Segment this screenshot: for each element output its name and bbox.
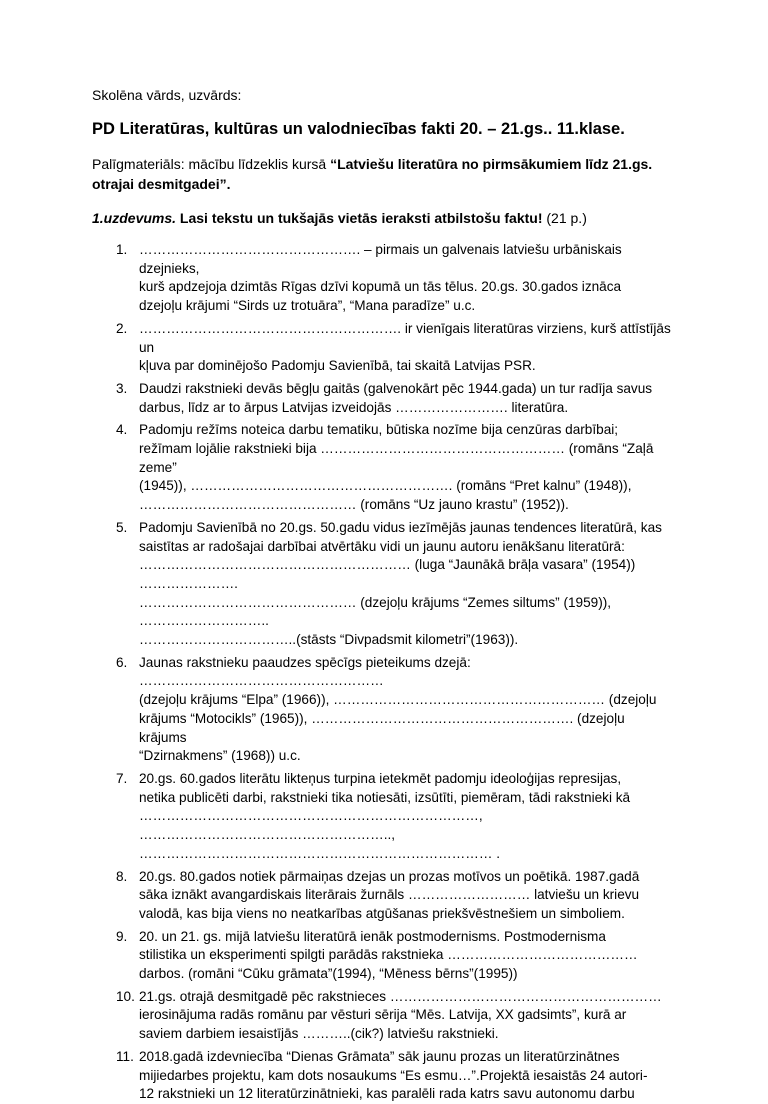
item-number: 8. <box>116 868 128 884</box>
item-text: Jaunas rakstnieku paaudzes spēcīgs pieteikums dzejā: ……………………………………………… (dzejoļu krājums “Elpa” (1966)), …………………………………………………… (dzejoļu krājums “Motocikls” (1965)), …………………………………………………. (dzejoļu krājums “Dzirnakmens” (1968)) u.c. <box>139 654 657 764</box>
item-text: …………………………………………………. ir vienīgais literatūras virziens, kurš attīstījās un kļuva par dominējošo Padomju Savienībā, tai skaitā Latvijas PSR. <box>139 320 671 374</box>
task-items-list <box>92 241 676 1104</box>
list-item <box>92 421 676 515</box>
list-item <box>92 770 676 864</box>
task-heading <box>92 208 676 228</box>
task-instruction: Lasi tekstu un tukšajās vietās ieraksti atbilstošu faktu! <box>179 210 543 226</box>
list-item <box>92 868 676 924</box>
item-number: 3. <box>116 380 128 396</box>
item-text: 20.gs. 80.gados notiek pārmaiņas dzejas un prozas motīvos un poētikā. 1987.gadā sāka iznākt avangardiskais literārais žurnāls ……………………… latviešu un krievu valodā, kas bija viens no neatkarības atgūšanas priekšvēstnešiem un simboliem. <box>139 868 640 921</box>
list-item <box>92 380 676 417</box>
item-number: 7. <box>116 770 128 786</box>
list-item <box>92 241 676 316</box>
materials-prefix: Palīgmateriāls: mācību līdzeklis kursā <box>92 156 331 172</box>
item-text: Daudzi rakstnieki devās bēgļu gaitās (galvenokārt pēc 1944.gada) un tur radīja savus darbus, līdz ar to ārpus Latvijas izveidojās ……………………. literatūra. <box>139 380 653 415</box>
item-text: Padomju režīms noteica darbu tematiku, būtiska nozīme bija cenzūras darbībai; režīmam lojālie rakstnieki bija ……………………………………………… (romāns “Zaļā zeme” (1945)), …………………………………………………. (romāns “Pret kalnu” (1948)), ………………………………………… (romāns “Uz jauno krastu” (1952)). <box>139 422 654 513</box>
materials-note <box>92 154 676 194</box>
item-number: 11. <box>116 1048 134 1064</box>
item-text: Padomju Savienībā no 20.gs. 50.gadu vidus iezīmējās jaunas tendences literatūrā, kas saistītas ar radošajai darbībai atvērtāku vidi un jaunu autoru ienākšanu literatūrā: …………………………………………………… (luga “Jaunākā brāļa vasara” (1954)) …………………. ………………………………………… (dzejoļu krājums “Zemes siltums” (1959)), ……………………….. ……………………………..(stāsts “Divpadsmit kilometri”(1963)). <box>139 519 662 648</box>
item-text: 2018.gadā izdevniecība “Dienas Grāmata” sāk jaunu prozas un literatūrzinātnes mijiedarbes projektu, kam dots nosaukums “Es esmu…”.Projektā iesaistās 24 autori- 12 rakstnieki un 12 literatūrzinātnieki, kas paralēli rada katrs savu autonomu darbu <box>139 1048 648 1102</box>
item-number: 6. <box>116 654 128 670</box>
item-number: 10. <box>116 988 135 1004</box>
list-item <box>92 654 676 766</box>
item-number: 4. <box>116 422 128 438</box>
list-item <box>92 1048 676 1104</box>
item-text: …………………………………………. – pirmais un galvenais latviešu urbāniskais dzejnieks, kurš apdzejoja dzimtās Rīgas dzīvi kopumā un tās tēlus. 20.gs. 30.gados iznāca dzejoļu krājumi “Sirds uz trotuāra”, “Mana paradīze” u.c. <box>139 242 622 314</box>
task-number: 1.uzdevums. <box>92 210 177 226</box>
page-title: PD Literatūras, kultūras un valodniecības fakti 20. – 21.gs.. 11.klase. <box>92 120 625 138</box>
list-item <box>92 320 676 376</box>
item-number: 5. <box>116 519 128 535</box>
list-item <box>92 928 676 984</box>
task-points: (21 p.) <box>542 210 587 226</box>
student-name-label: Skolēna vārds, uzvārds: <box>92 87 242 103</box>
item-text: 21.gs. otrajā desmitgadē pēc rakstnieces …………………………………………………… ierosinājuma radās romānu par vēsturi sērija “Mēs. Latvija, XX gadsimts”, kurā ar saviem darbiem iesaistījās ………..(cik?) latviešu rakstnieki. <box>139 988 662 1042</box>
item-number: 1. <box>116 242 128 257</box>
item-number: 2. <box>116 320 128 336</box>
item-text: 20.gs. 60.gados literātu likteņus turpina ietekmēt padomju ideoloģijas represijas, netika publicēti darbi, rakstnieki tika notiesāti, izsūtīti, piemēram, tādi rakstnieki kā …………………………………………………………………, ……………………………………………….., …………………………………………………………………… . <box>139 770 631 861</box>
list-item <box>92 519 676 650</box>
item-text: 20. un 21. gs. mijā latviešu literatūrā ienāk postmodernisms. Postmodernisma stilistika un eksperimenti spilgti parādās rakstnieka …………………………………… darbos. (romāni “Cūku grāmata”(1994), “Mēness bērns”(1995)) <box>139 928 638 982</box>
item-number: 9. <box>116 928 128 944</box>
list-item <box>92 988 676 1044</box>
materials-book-title: “Latviešu literatūra no pirmsākumiem līdz 21.gs. otrajai desmitgadei”. <box>92 156 653 192</box>
